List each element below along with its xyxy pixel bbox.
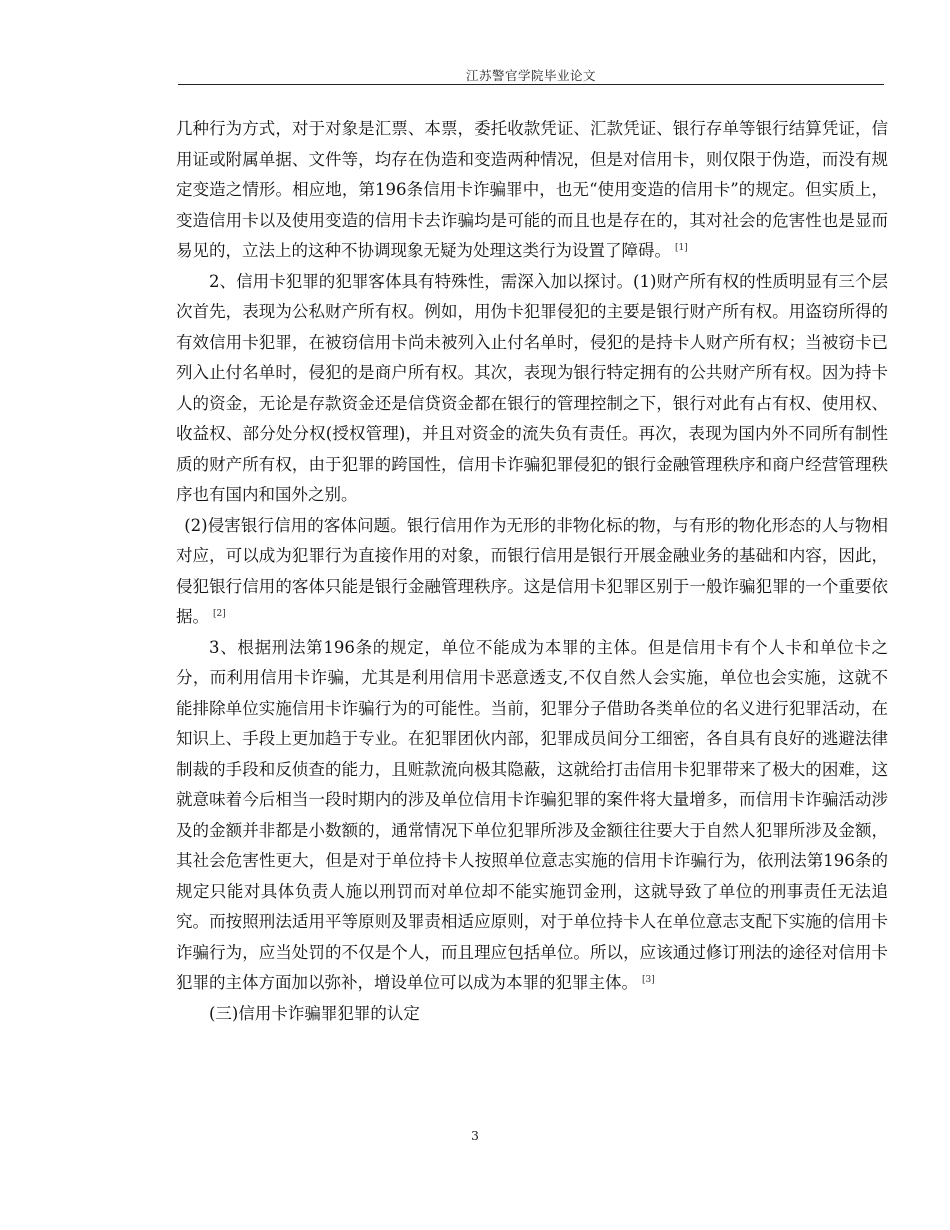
paragraph-unit-subject — [176, 633, 888, 999]
paragraph-text: (2)侵害银行信用的客体问题。银行信用作为无形的非物化标的物，与有形的物化形态的人与物相对应，可以成为犯罪行为直接作用的对象，而银行信用是银行开展金融业务的基础和内容，因此，侵犯银行信用的客体只能是银行金融管理秩序。这是信用卡犯罪区别于一般诈骗犯罪的一个重要依据。 — [176, 515, 888, 626]
paragraph-text: 2、信用卡犯罪的犯罪客体具有特殊性，需深入加以探讨。(1)财产所有权的性质明显有三个层次首先，表现为公私财产所有权。例如，用伪卡犯罪侵犯的主要是银行财产所有权。用盗窃所得的有效信用卡犯罪，在被窃信用卡尚未被列入止付名单时，侵犯的是持卡人财产所有权；当被窃卡已列入止付名单时，侵犯的是商户所有权。其次，表现为银行特定拥有的公共财产所有权。因为持卡人的资金，无论是存款资金还是信贷资金都在银行的管理控制之下，银行对此有占有权、使用权、收益权、部分处分权(授权管理)，并且对资金的流失负有责任。再次，表现为国内外不同所有制性质的财产所有权，由于犯罪的跨国性，信用卡诈骗犯罪侵犯的银行金融管理秩序和商户经营管理秩序也有国内和国外之别。 — [176, 271, 888, 504]
running-header: 江苏警官学院毕业论文 — [465, 68, 596, 83]
section-heading-text: (三)信用卡诈骗罪犯罪的认定 — [209, 1003, 420, 1023]
citation-ref: [1] — [675, 243, 688, 253]
page-body — [176, 114, 888, 1029]
paragraph-bank-credit — [176, 511, 888, 633]
paragraph-text: 几种行为方式，对于对象是汇票、本票，委托收款凭证、汇款凭证、银行存单等银行结算凭证，信用证或附属单据、文件等，均存在伪造和变造两种情况，但是对信用卡，则仅限于伪造，而没有规定变造之情形。相应地，第196条信用卡诈骗罪中，也无“使用变造的信用卡”的规定。但实质上，变造信用卡以及使用变造的信用卡去诈骗均是可能的而且也是存在的，其对社会的危害性也是显而易见的，立法上的这种不协调现象无疑为处理这类行为设置了障碍。 — [176, 119, 888, 260]
header-rule — [178, 84, 884, 85]
page-number: 3 — [471, 1128, 479, 1143]
paragraph-crime-object — [176, 267, 888, 511]
section-heading — [176, 999, 888, 1030]
citation-ref: [2] — [213, 609, 226, 619]
paragraph-continuation — [176, 114, 888, 267]
citation-ref: [3] — [642, 975, 655, 985]
paragraph-text: 3、根据刑法第196条的规定，单位不能成为本罪的主体。但是信用卡有个人卡和单位卡之分，而利用信用卡诈骗，尤其是利用信用卡恶意透支,不仅自然人会实施，单位也会实施，这就不能排除单位实施信用卡诈骗行为的可能性。当前，犯罪分子借助各类单位的名义进行犯罪活动，在知识上、手段上更加趋于专业。在犯罪团伙内部，犯罪成员间分工细密，各自具有良好的逃避法律制裁的手段和反侦查的能力，且赃款流向极其隐蔽，这就给打击信用卡犯罪带来了极大的困难，这就意味着今后相当一段时期内的涉及单位信用卡诈骗犯罪的案件将大量增多，而信用卡诈骗活动涉及的金额并非都是小数额的，通常情况下单位犯罪所涉及金额往往要大于自然人犯罪所涉及金额，其社会危害性更大，但是对于单位持卡人按照单位意志实施的信用卡诈骗行为，依刑法第196条的规定只能对具体负责人施以刑罚而对单位却不能实施罚金刑，这就导致了单位的刑事责任无法追究。而按照刑法适用平等原则及罪责相适应原则，对于单位持卡人在单位意志支配下实施的信用卡诈骗行为，应当处罚的不仅是个人，而且理应包括单位。所以，应该通过修订刑法的途径对信用卡犯罪的主体方面加以弥补，增设单位可以成为本罪的犯罪主体。 — [176, 637, 888, 992]
